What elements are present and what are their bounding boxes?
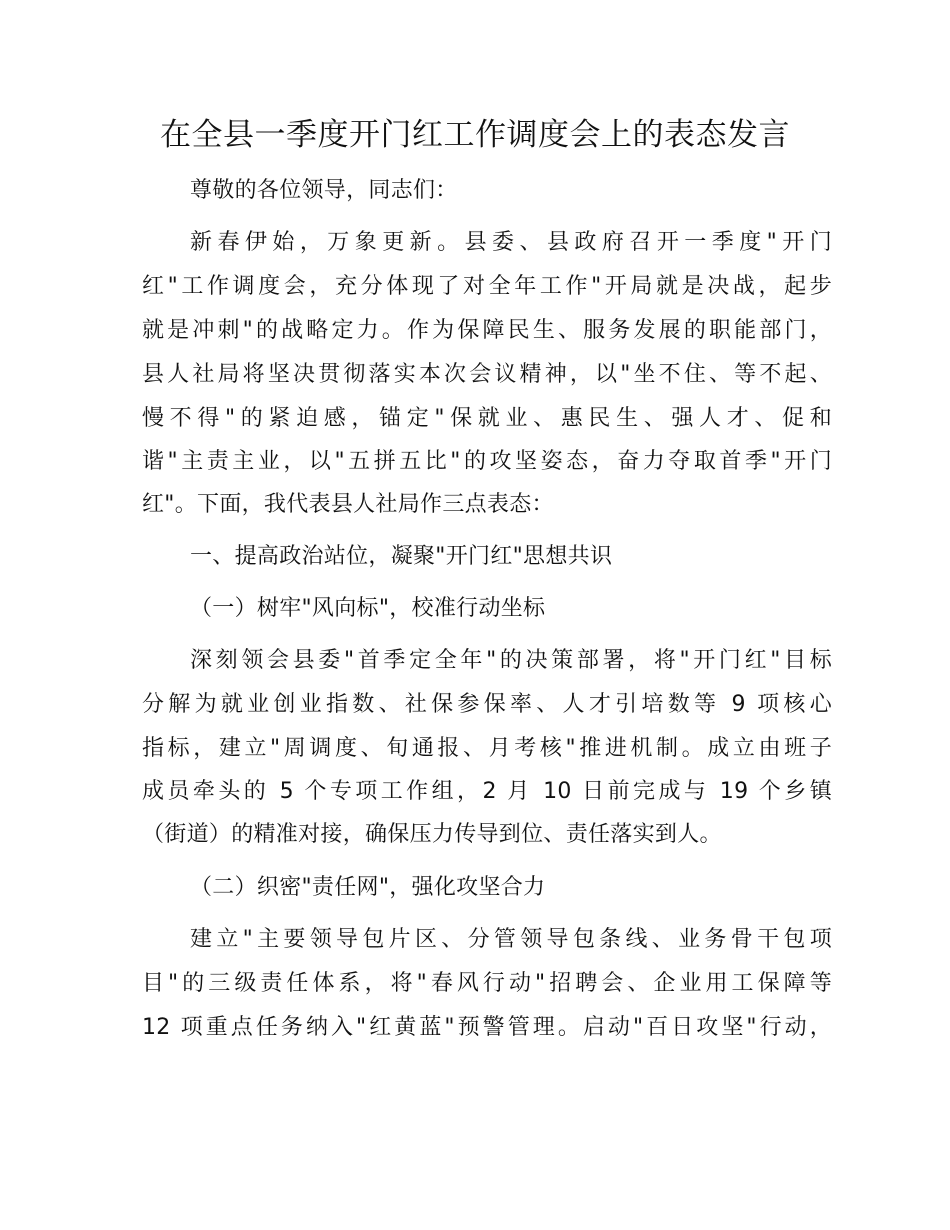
subsection-heading: （一）树牢"风向标"，校准行动坐标 xyxy=(190,596,546,621)
salutation: 尊敬的各位领导，同志们： xyxy=(190,178,458,203)
paragraph-line: 12 项重点任务纳入"红黄蓝"预警管理。启动"百日攻坚"行动， xyxy=(142,1015,832,1040)
section-heading: 一、提高政治站位，凝聚"开门红"思想共识 xyxy=(190,544,613,569)
paragraph-line: 分解为就业创业指数、社保参保率、人才引培数等 9 项核心 xyxy=(142,692,832,717)
intro-line: 县人社局将坚决贯彻落实本次会议精神，以"坐不住、等不起、 xyxy=(142,362,832,387)
intro-line: 慢不得"的紧迫感，锚定"保就业、惠民生、强人才、促和 xyxy=(142,406,832,431)
paragraph-line: 指标，建立"周调度、旬通报、月考核"推进机制。成立由班子 xyxy=(142,736,832,761)
subsection-heading: （二）织密"责任网"，强化攻坚合力 xyxy=(190,875,546,900)
paragraph-line: 目"的三级责任体系，将"春风行动"招聘会、企业用工保障等 xyxy=(142,971,832,996)
document-title: 在全县一季度开门红工作调度会上的表态发言 xyxy=(160,117,790,153)
paragraph-line: 成员牵头的 5 个专项工作组，2 月 10 日前完成与 19 个乡镇 xyxy=(142,779,832,804)
intro-line: 新春伊始，万象更新。县委、县政府召开一季度"开门 xyxy=(190,230,832,255)
intro-line: 就是冲刺"的战略定力。作为保障民生、服务发展的职能部门， xyxy=(142,318,832,343)
paragraph-line: 深刻领会县委"首季定全年"的决策部署，将"开门红"目标 xyxy=(190,648,832,673)
intro-line: 红"工作调度会，充分体现了对全年工作"开局就是决战，起步 xyxy=(142,274,832,299)
paragraph-line: （街道）的精准对接，确保压力传导到位、责任落实到人。 xyxy=(142,822,722,847)
paragraph-line: 建立"主要领导包片区、分管领导包条线、业务骨干包项 xyxy=(190,927,832,952)
intro-line: 红"。下面，我代表县人社局作三点表态： xyxy=(142,492,554,517)
intro-line: 谐"主责主业，以"五拼五比"的攻坚姿态，奋力夺取首季"开门 xyxy=(142,449,832,474)
